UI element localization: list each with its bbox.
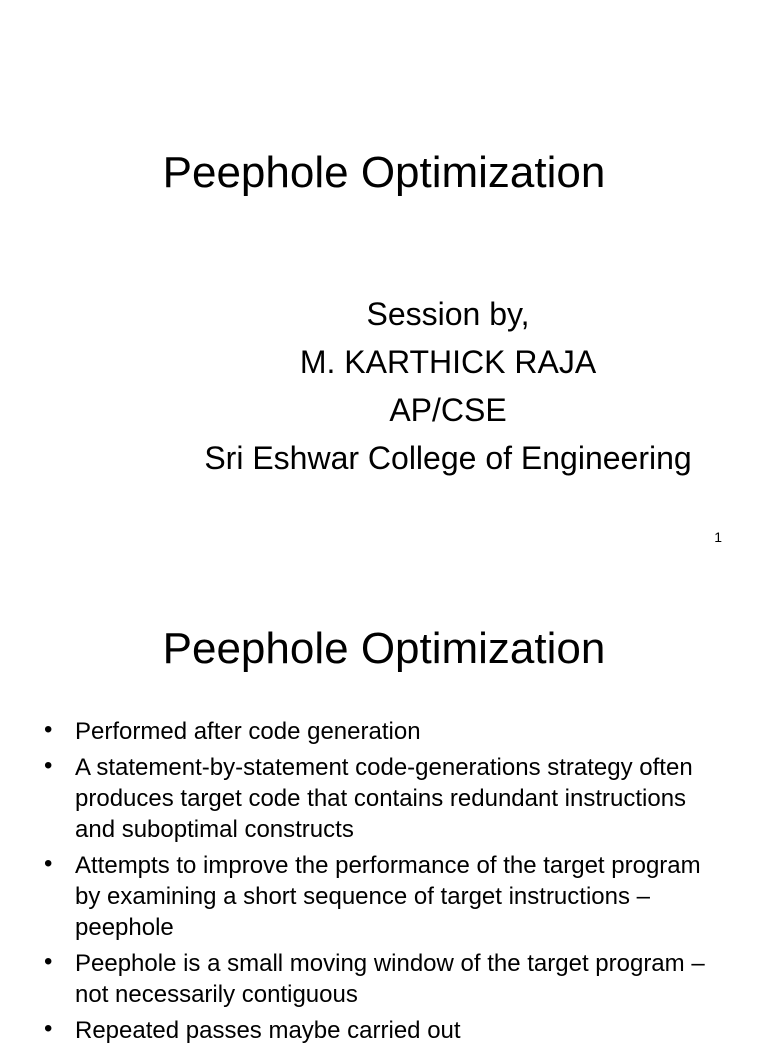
bullet-icon: • [44,716,53,743]
bullet-item [0,948,768,1010]
presenter-designation: AP/CSE [389,392,507,428]
page-number: 1 [714,529,722,545]
bullet-text: Performed after code generation [75,718,421,745]
bullet-icon: • [44,752,53,779]
presenter-institution: Sri Eshwar College of Engineering [204,440,692,476]
bullet-list [0,716,768,1051]
session-label: Session by, [366,296,530,332]
bullet-text: A statement-by-statement code-generations strategy often produces target code that contains redundant instructions and suboptimal constructs [75,754,693,843]
slide-title: Peephole Optimization [162,148,606,197]
bullet-text: Peephole is a small moving window of the target program – not necessarily contiguous [75,950,705,1008]
presenter-name: M. KARTHICK RAJA [299,344,597,380]
presenter-info [148,290,748,482]
bullet-item [0,752,768,845]
bullet-icon: • [44,948,53,975]
bullet-icon: • [44,1015,53,1042]
bullet-text: Repeated passes maybe carried out [75,1017,461,1044]
slide-title: Peephole Optimization [162,624,606,673]
slide-2 [0,576,768,1044]
bullet-text: Attempts to improve the performance of the target program by examining a short sequence of target instructions – peephole [75,852,701,941]
bullet-item [0,716,768,747]
bullet-item [0,850,768,943]
bullet-icon: • [44,850,53,877]
bullet-item [0,1015,768,1046]
